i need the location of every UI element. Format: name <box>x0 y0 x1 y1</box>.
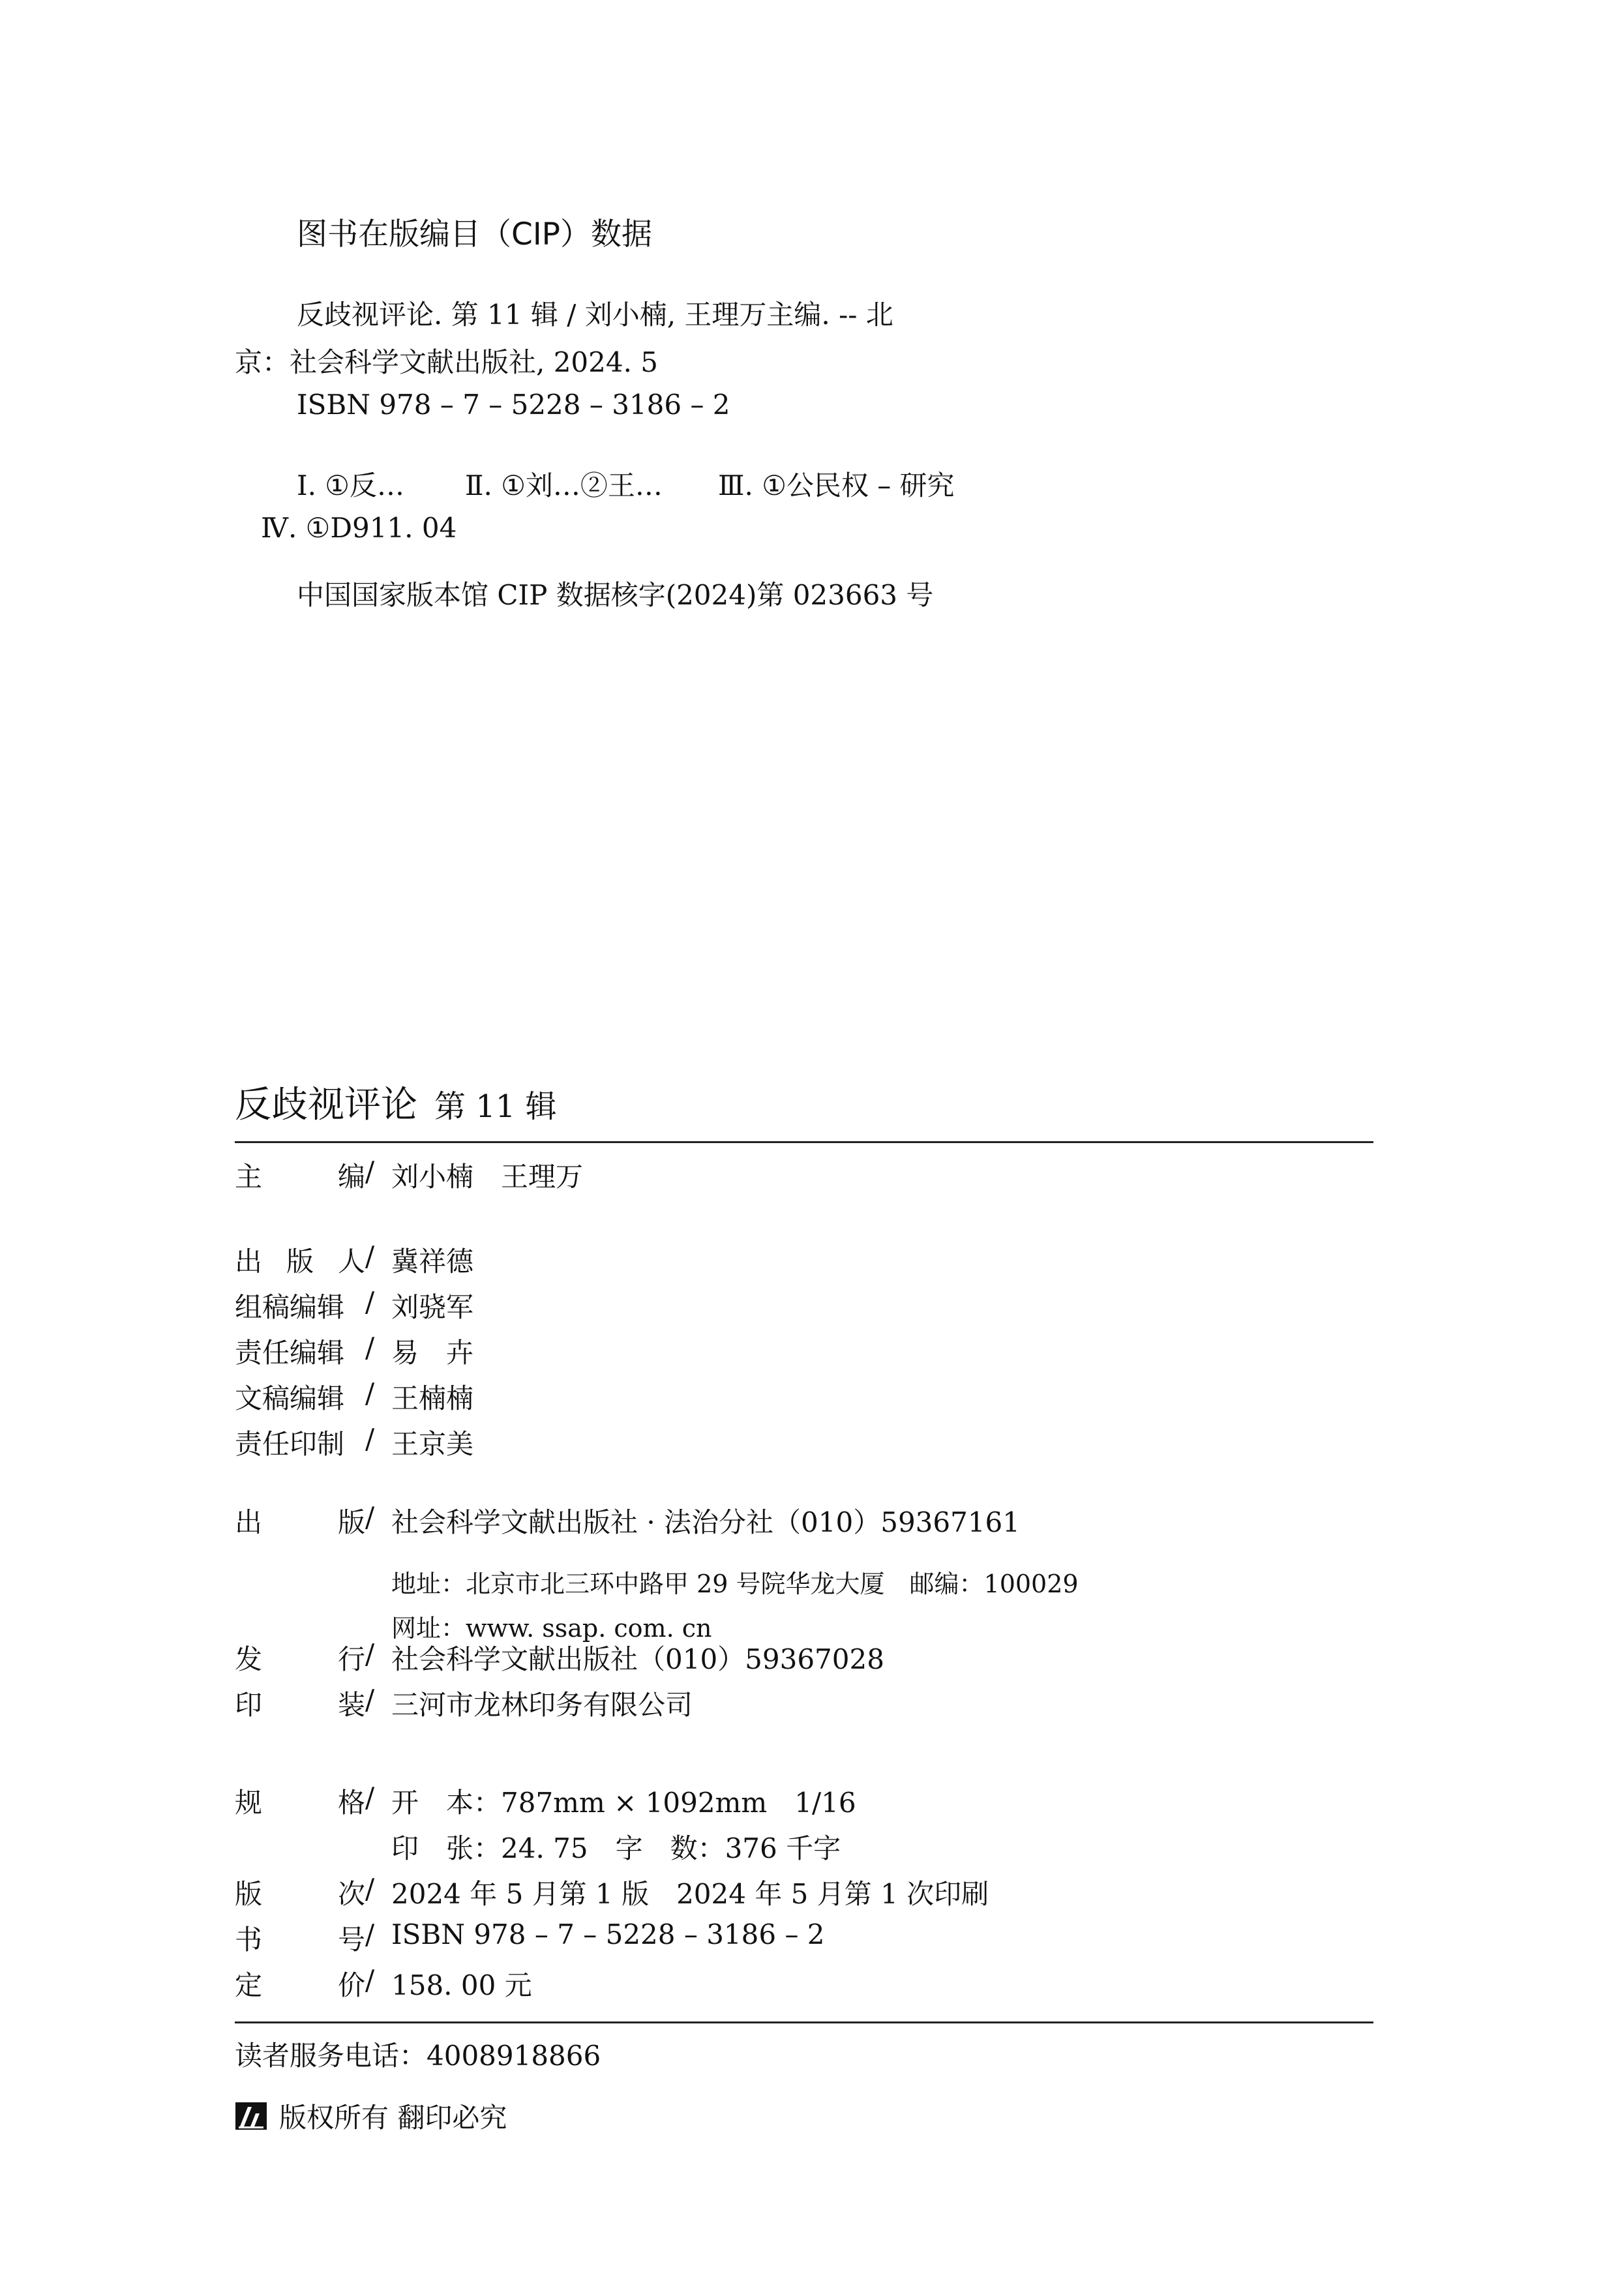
imprint-row-label-char: 出 <box>235 1245 263 1277</box>
imprint-row-label-char: 行 <box>337 1643 365 1675</box>
imprint-row-label-char: 装 <box>337 1689 365 1721</box>
imprint-row <box>235 1873 989 1912</box>
imprint-row-label <box>235 1782 365 1821</box>
imprint-row-value: 社会科学文献出版社（010）59367028 <box>391 1643 884 1675</box>
imprint-row <box>235 1423 473 1462</box>
publisher-address: 地址：北京市北三环中路甲 29 号院华龙大厦 邮编：100029 <box>391 1570 1079 1598</box>
imprint-row-label-char: 定 <box>235 1969 263 2001</box>
imprint-row-value: 冀祥德 <box>391 1245 474 1277</box>
imprint-row-separator: / <box>365 1684 375 1716</box>
imprint-row-separator: / <box>365 1638 375 1670</box>
imprint-row-label-char: 编 <box>337 1161 365 1193</box>
imprint-row <box>235 1782 856 1821</box>
imprint-row-label <box>235 1286 365 1325</box>
imprint-row <box>235 1377 473 1416</box>
imprint-row-separator: / <box>365 1964 375 1996</box>
imprint-row-label-char: 版 <box>235 1878 263 1910</box>
imprint-row-separator: / <box>365 1501 375 1533</box>
cip-publisher-line: 京：社会科学文献出版社, 2024. 5 <box>235 346 659 378</box>
imprint-row-separator: / <box>365 1155 375 1187</box>
ssap-logo-icon <box>235 2102 267 2130</box>
imprint-row-label-char: 责任印制 <box>235 1428 345 1460</box>
imprint-row <box>235 1684 693 1723</box>
copyright-notice <box>235 2096 507 2136</box>
imprint-row-separator: / <box>365 1918 375 1950</box>
imprint-row-label-char: 书 <box>235 1924 263 1956</box>
imprint-row-label-char: 出 <box>235 1506 263 1538</box>
imprint-row-value: 王京美 <box>391 1428 474 1460</box>
imprint-row-label <box>235 1332 365 1371</box>
imprint-row <box>235 1638 884 1677</box>
imprint-row-separator: / <box>365 1240 375 1272</box>
imprint-row-label-char: 主 <box>235 1161 263 1193</box>
cip-classification-line <box>297 464 955 503</box>
imprint-row <box>235 1155 583 1195</box>
imprint-row-separator: / <box>365 1423 375 1455</box>
book-title-main: 反歧视评论 <box>235 1084 417 1126</box>
imprint-row-label <box>235 1684 365 1723</box>
imprint-row-separator: / <box>365 1286 375 1318</box>
imprint-row-value: 158. 00 元 <box>391 1969 532 2001</box>
cip-class-3: Ⅲ. ①公民权 – 研究 <box>718 470 955 501</box>
cip-record-line: 中国国家版本馆 CIP 数据核字(2024)第 023663 号 <box>297 579 934 611</box>
imprint-row <box>235 1964 532 2003</box>
imprint-row <box>235 1332 473 1371</box>
cip-class-2: Ⅱ. ①刘…②王… <box>465 470 663 501</box>
cip-class-1: Ⅰ. ①反… <box>297 470 404 501</box>
imprint-row-label <box>235 1918 365 1958</box>
imprint-row-value: 社会科学文献出版社 · 法治分社（010）59367161 <box>391 1506 1020 1538</box>
imprint-row-separator: / <box>365 1332 375 1364</box>
imprint-row-value: 王楠楠 <box>391 1382 474 1414</box>
imprint-row-label <box>235 1423 365 1462</box>
bottom-rule <box>235 2021 1373 2023</box>
imprint-row-separator: / <box>365 1873 375 1905</box>
imprint-row-separator: / <box>365 1782 375 1813</box>
imprint-row-label-char: 责任编辑 <box>235 1337 345 1369</box>
imprint-row-value: 易 卉 <box>391 1337 474 1369</box>
imprint-row-label <box>235 1501 365 1540</box>
imprint-row-value: ISBN 978 – 7 – 5228 – 3186 – 2 <box>391 1918 825 1950</box>
imprint-row-label-char: 次 <box>337 1878 365 1910</box>
cip-clc-line: Ⅳ. ①D911. 04 <box>261 512 457 544</box>
copyright-text: 版权所有 翻印必究 <box>279 2102 507 2134</box>
imprint-row-value: 2024 年 5 月第 1 版 2024 年 5 月第 1 次印刷 <box>391 1878 989 1910</box>
imprint-row-value: 三河市龙林印务有限公司 <box>391 1689 693 1721</box>
cip-isbn-line: ISBN 978 – 7 – 5228 – 3186 – 2 <box>297 389 730 421</box>
imprint-row-label-char: 价 <box>337 1969 365 2001</box>
cip-heading: 图书在版编目（CIP）数据 <box>297 216 653 252</box>
imprint-row-label-char: 印 <box>235 1689 263 1721</box>
imprint-row-value: 刘骁军 <box>391 1291 474 1323</box>
imprint-row <box>235 1918 825 1958</box>
imprint-row-label-char: 发 <box>235 1643 263 1675</box>
imprint-row <box>235 1286 473 1325</box>
imprint-row-label-char: 版 <box>286 1245 314 1277</box>
format-sheets: 印 张：24. 75 字 数：376 千字 <box>391 1832 841 1864</box>
imprint-row-label-char: 格 <box>337 1787 365 1819</box>
imprint-row <box>235 1501 1020 1540</box>
reader-service-phone: 读者服务电话：4008918866 <box>235 2040 601 2072</box>
imprint-row-label-char: 号 <box>337 1924 365 1956</box>
imprint-row-separator: / <box>365 1377 375 1409</box>
imprint-row-label-char: 人 <box>337 1245 365 1277</box>
book-volume: 第 11 辑 <box>434 1088 557 1125</box>
imprint-row <box>235 1240 473 1279</box>
imprint-row-label <box>235 1873 365 1912</box>
book-title <box>235 1076 557 1128</box>
imprint-row-label <box>235 1155 365 1195</box>
imprint-row-label-char: 组稿编辑 <box>235 1291 345 1323</box>
imprint-row-value: 开 本：787mm × 1092mm 1/16 <box>391 1787 856 1819</box>
imprint-row-label <box>235 1964 365 2003</box>
imprint-row-label-char: 版 <box>337 1506 365 1538</box>
top-rule <box>235 1141 1373 1143</box>
imprint-row-label <box>235 1240 365 1279</box>
imprint-row-label-char: 文稿编辑 <box>235 1382 345 1414</box>
imprint-row-label <box>235 1638 365 1677</box>
imprint-row-value: 刘小楠 王理万 <box>391 1161 584 1193</box>
cip-title-line: 反歧视评论. 第 11 辑 / 刘小楠, 王理万主编. -- 北 <box>297 299 893 331</box>
imprint-row-label <box>235 1377 365 1416</box>
imprint-row-label-char: 规 <box>235 1787 263 1819</box>
publisher-website: 网址：www. ssap. com. cn <box>391 1614 712 1643</box>
